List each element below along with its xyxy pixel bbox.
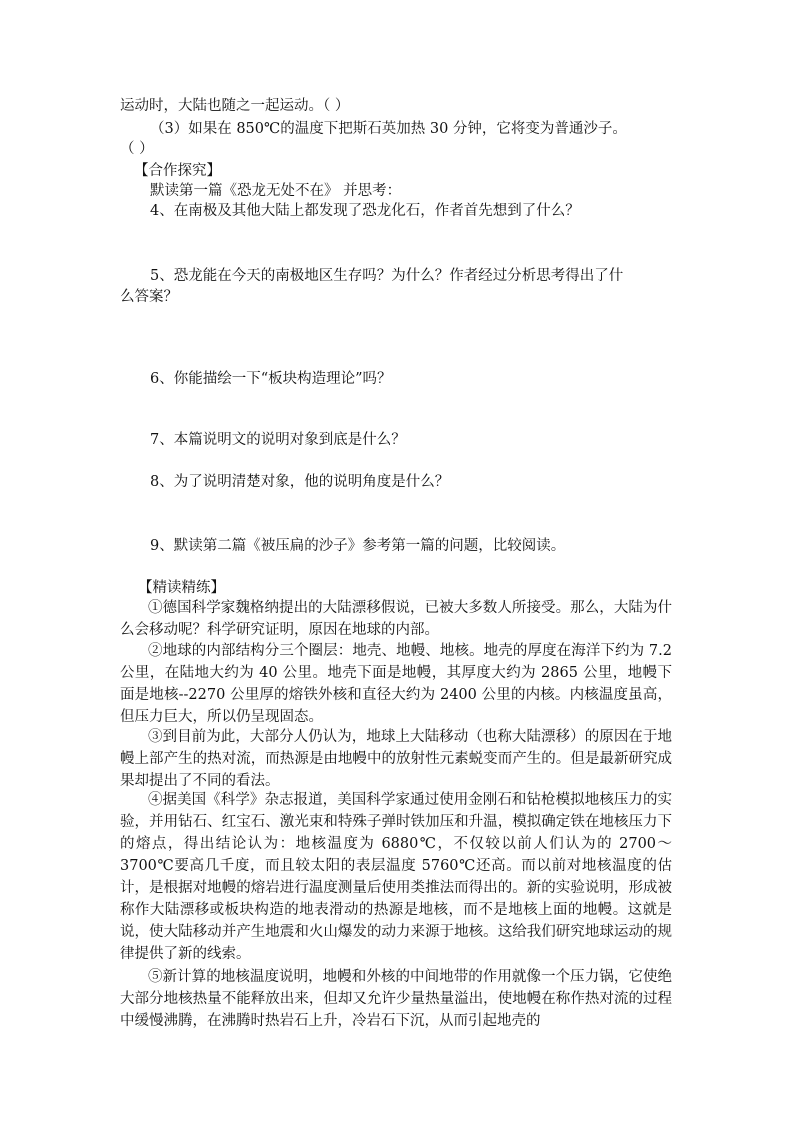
question-4: 4、在南极及其他大陆上都发现了恐龙化石，作者首先想到了什么？	[150, 203, 580, 219]
question-9: 9、默读第二篇《被压扁的沙子》参考第一篇的问题，比较阅读。	[150, 538, 566, 554]
question-5-line-2: 么答案？	[120, 289, 178, 305]
paragraph-5: ⑤新计算的地核温度说明，地幔和外核的中间地带的作用就像一个压力锅，它使绝大部分地核热量不能释放出来，但却又允许少量热量溢出，使地幔在称作热对流的过程中缓慢沸腾，在沸腾时热岩石上升，冷岩石下沉，从而引起地壳的	[120, 969, 672, 1029]
paragraph-4: ④据美国《科学》杂志报道，美国科学家通过使用金刚石和钻枪模拟地核压力的实验，并用钻石、红宝石、激光束和特殊子弹时铁加压和升温，模拟确定铁在地核压力下的熔点，得出结论认为：地核温度为 6880℃，不仅较以前人们认为的 2700～3700℃要高几千度，而且较太阳的表层温度 5760℃还高。而以前对地核温度的估计，是根据对地幔的熔岩进行温度测量后使用类推法而得出的。新的实验说明，形成被称作大陆漂移或板块构造的地表滑动的热源是地核，而不是地核上面的地幔。这就是说，使大陆移动并产生地震和火山爆发的动力来源于地核。这给我们研究地球运动的规律提供了新的线索。	[120, 792, 672, 962]
reading-instruction: 默读第一篇《恐龙无处不在》 并思考：	[150, 183, 402, 199]
intro-line-1: 运动时，大陆也随之一起运动。（ ）	[120, 98, 350, 114]
question-8: 8、为了说明清楚对象，他的说明角度是什么？	[150, 474, 450, 490]
intro-line-2: （3）如果在 850℃的温度下把斯石英加热 30 分钟，它将变为普通沙子。	[150, 121, 627, 137]
question-7: 7、本篇说明文的说明对象到底是什么？	[150, 432, 406, 448]
paragraph-1: ①德国科学家魏格纳提出的大陆漂移假说，已被大多数人所接受。那么，大陆为什么会移动呢？科学研究证明，原因在地球的内部。	[120, 600, 672, 638]
section-heading-hezuo: 【合作探究】	[134, 163, 221, 179]
section-heading-jingdu: 【精读精练】	[138, 580, 225, 596]
intro-line-3: （ ）	[120, 141, 154, 157]
paragraph-3: ③到目前为此，大部分人仍认为，地球上大陆移动（也称大陆漂移）的原因在于地幔上部产生的热对流，而热源是由地幔中的放射性元素蜕变而产生的。但是最新研究成果却提出了不同的看法。	[120, 729, 672, 789]
paragraph-2: ②地球的内部结构分三个圈层：地壳、地幔、地核。地壳的厚度在海洋下约为 7.2 公里，在陆地大约为 40 公里。地壳下面是地幔，其厚度大约为 2865 公里，地幔下面是地核--2270 公里厚的熔铁外核和直径大约为 2400 公里的内核。内核温度虽高，但压力巨大，所以仍呈现固态。	[120, 643, 672, 725]
question-6: 6、你能描绘一下“板块构造理论”吗？	[150, 371, 392, 387]
question-5-line-1: 5、恐龙能在今天的南极地区生存吗？为什么？作者经过分析思考得出了什	[150, 268, 624, 284]
